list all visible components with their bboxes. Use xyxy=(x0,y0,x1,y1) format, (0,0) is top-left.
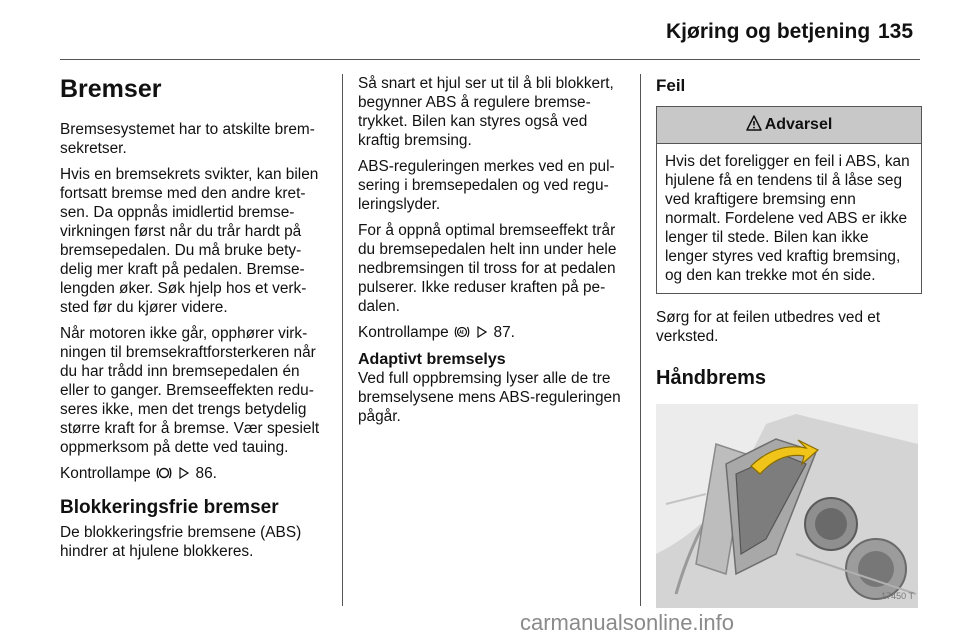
figure-code: 17450 T xyxy=(881,591,914,601)
page-number: 135 xyxy=(878,20,914,43)
watermark: carmanualsonline.info xyxy=(520,610,735,635)
paragraph: Når motoren ikke går, opphører virkningen til bremsekraftforsterkeren når du har trådd inn bremsepedalen én eller to ganger. Bremseeffekten reduseres ikke, men det trengs betydelig større kraft for å bremse. Vær spesielt oppmerksom på dette ved tauing. xyxy=(60,325,320,456)
warning-box xyxy=(656,106,922,294)
brake-warning-lamp-icon xyxy=(155,466,173,480)
warning-text: Hvis det foreligger en feil i ABS, kan hjulene få en tendens til å låse seg ved kraftigere bremsing enn normalt. Fordelene ved ABS er ikke lenger til stede. Bilen kan ikke lenger styres ved kraftig bremsing, og den kan trekke mot én side. xyxy=(665,153,910,284)
section-title-bremser: Bremser xyxy=(60,75,162,103)
warning-title: Advarsel xyxy=(764,116,833,133)
paragraph: Så snart et hjul ser ut til å bli blokkert, begynner ABS å regulere bremsetrykket. Bilen kan styres også ved kraftig bremsing. xyxy=(358,75,614,149)
paragraph: Ved full oppbremsing lyser alle de tre bremselysene mens ABS-reguleringen pågår. xyxy=(358,370,621,425)
section-title-adaptive-brakelight: Adaptivt bremselys xyxy=(358,351,506,368)
column-3 xyxy=(656,74,922,608)
page-reference: 87. xyxy=(493,324,515,341)
control-lamp-label: Kontrollampe xyxy=(358,324,449,341)
abs-lamp-icon xyxy=(453,325,471,339)
handbrake-illustration xyxy=(656,404,918,608)
control-lamp-reference xyxy=(60,464,328,483)
paragraph: Sørg for at feilen utbedres ved et verksted. xyxy=(656,309,881,345)
paragraph: ABS-reguleringen merkes ved en pulsering i bremsepedalen og ved reguleringslyder. xyxy=(358,158,615,213)
section-title-handbrake: Håndbrems xyxy=(656,367,767,389)
paragraph: Hvis en bremsekrets svikter, kan bilen fortsatt bremse med den andre kretsen. Da oppnås imidlertid bremsevirkningen først når du trår hardt på bremsepedalen. Du må bruke betydelig mer kraft på pedalen. Bremselengden øker. Søk hjelp hos et verksted før du kjører videre. xyxy=(60,166,319,316)
page-reference-arrow-icon xyxy=(179,467,189,479)
column-1 xyxy=(60,74,328,568)
control-lamp-reference xyxy=(358,323,626,342)
section-title-abs: Blokkeringsfrie bremser xyxy=(60,497,279,518)
page-header-title: Kjøring og betjening xyxy=(666,20,871,43)
column-divider-1 xyxy=(342,74,343,606)
page-reference-arrow-icon xyxy=(477,326,487,338)
paragraph: For å oppnå optimal bremseeffekt trår du bremsepedalen helt inn under hele nedbremsingen til tross for at pedalen pulserer. Ikke reduser kraften på pedalen. xyxy=(358,222,617,315)
handbrake-photo xyxy=(656,404,918,608)
header-rule xyxy=(60,59,920,60)
control-lamp-label: Kontrollampe xyxy=(60,465,151,482)
paragraph: De blokkeringsfrie bremsene (ABS) hindrer at hjulene blokkeres. xyxy=(60,524,302,560)
warning-header xyxy=(657,107,921,144)
column-divider-2 xyxy=(640,74,641,606)
paragraph: Bremsesystemet har to atskilte bremsekretser. xyxy=(60,121,315,157)
section-title-feil: Feil xyxy=(656,76,686,95)
page-reference: 86. xyxy=(195,465,217,482)
column-2 xyxy=(358,74,626,433)
warning-triangle-icon xyxy=(746,115,762,131)
